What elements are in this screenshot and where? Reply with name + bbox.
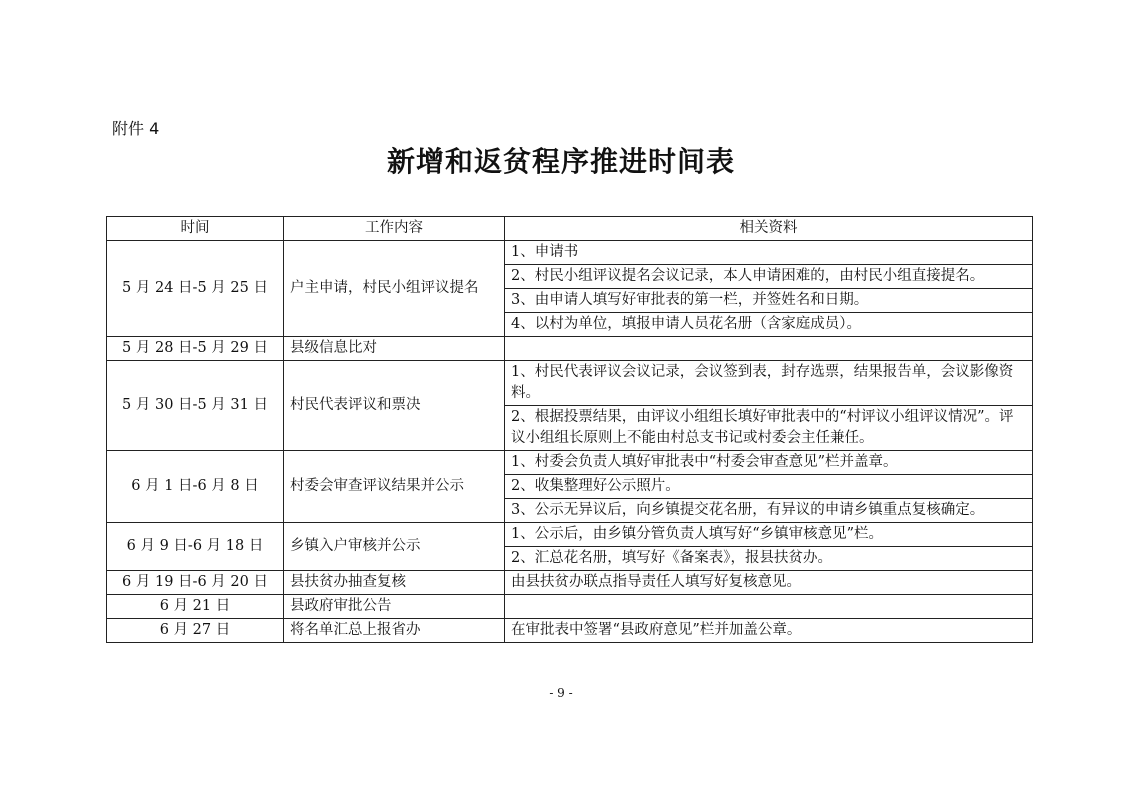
time-cell: 6 月 1 日-6 月 8 日 [107,451,284,523]
material-cell: 由县扶贫办联点指导责任人填写好复核意见。 [505,571,1033,595]
work-cell: 乡镇入户审核并公示 [284,523,505,571]
material-cell: 1、申请书 [505,241,1033,265]
material-cell: 4、以村为单位，填报申请人员花名册（含家庭成员）。 [505,313,1033,337]
work-cell: 县政府审批公告 [284,595,505,619]
table-row [107,571,1033,595]
material-cell: 1、公示后，由乡镇分管负责人填写好“乡镇审核意见”栏。 [505,523,1033,547]
table-row [107,337,1033,361]
table-row [107,241,1033,265]
material-cell [505,337,1033,361]
material-cell: 3、由申请人填写好审批表的第一栏，并签姓名和日期。 [505,289,1033,313]
time-cell: 6 月 19 日-6 月 20 日 [107,571,284,595]
page-number: - 9 - [549,686,573,700]
time-cell: 5 月 30 日-5 月 31 日 [107,361,284,451]
header-work-content: 工作内容 [284,217,505,241]
table-header-row [107,217,1033,241]
material-cell: 1、村委会负责人填好审批表中“村委会审查意见”栏并盖章。 [505,451,1033,475]
material-cell: 2、收集整理好公示照片。 [505,475,1033,499]
work-cell: 户主申请，村民小组评议提名 [284,241,505,337]
time-cell: 6 月 27 日 [107,619,284,643]
schedule-table [106,216,1033,643]
header-materials: 相关资料 [505,217,1033,241]
table-row [107,361,1033,406]
header-time: 时间 [107,217,284,241]
attachment-label: 附件 4 [112,119,160,138]
material-cell: 2、根据投票结果，由评议小组组长填好审批表中的“村评议小组评议情况”。评议小组组长原则上不能由村总支书记或村委会主任兼任。 [505,406,1033,451]
time-cell: 6 月 21 日 [107,595,284,619]
material-cell [505,595,1033,619]
work-cell: 将名单汇总上报省办 [284,619,505,643]
material-cell: 2、汇总花名册，填写好《备案表》，报县扶贫办。 [505,547,1033,571]
document-title: 新增和返贫程序推进时间表 [386,145,735,178]
table-row [107,451,1033,475]
table-row [107,523,1033,547]
work-cell: 县扶贫办抽查复核 [284,571,505,595]
time-cell: 5 月 24 日-5 月 25 日 [107,241,284,337]
table-row [107,595,1033,619]
material-cell: 2、村民小组评议提名会议记录，本人申请困难的，由村民小组直接提名。 [505,265,1033,289]
work-cell: 村委会审查评议结果并公示 [284,451,505,523]
material-cell: 在审批表中签署“县政府意见”栏并加盖公章。 [505,619,1033,643]
material-cell: 1、村民代表评议会议记录，会议签到表，封存选票，结果报告单，会议影像资料。 [505,361,1033,406]
work-cell: 村民代表评议和票决 [284,361,505,451]
work-cell: 县级信息比对 [284,337,505,361]
time-cell: 6 月 9 日-6 月 18 日 [107,523,284,571]
table-row [107,619,1033,643]
material-cell: 3、公示无异议后，向乡镇提交花名册，有异议的申请乡镇重点复核确定。 [505,499,1033,523]
time-cell: 5 月 28 日-5 月 29 日 [107,337,284,361]
